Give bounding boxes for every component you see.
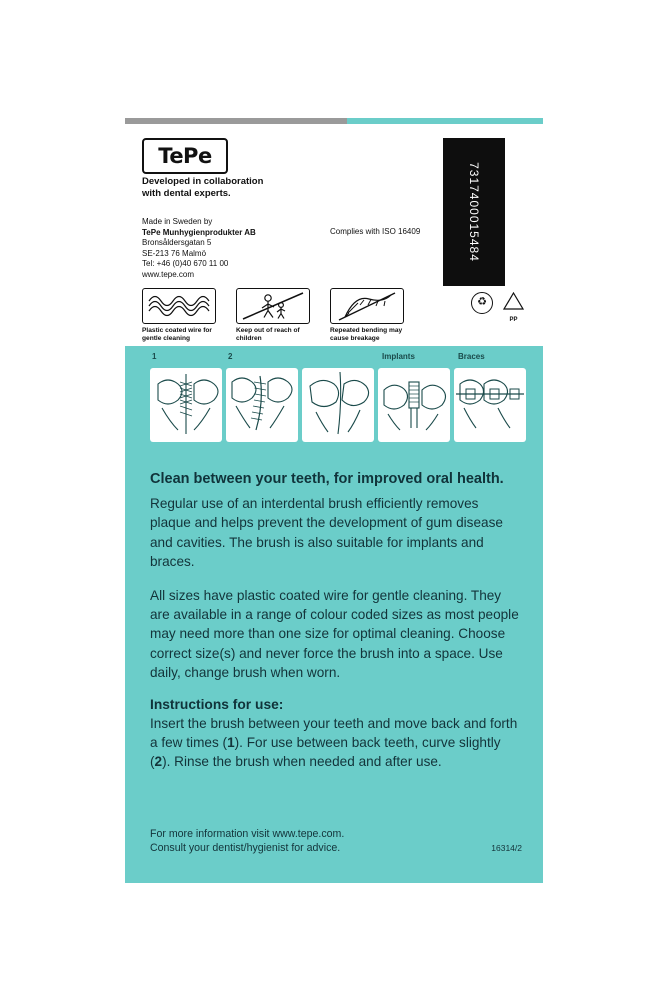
product-package-back xyxy=(125,118,543,883)
manufacturer-website: www.tepe.com xyxy=(142,269,195,279)
information-text xyxy=(150,470,522,786)
manufacturer-line-1: Made in Sweden by xyxy=(142,217,213,226)
keep-away-children-icon xyxy=(236,288,310,324)
manufacturer-line-5: Tel: +46 (0)40 670 11 00 xyxy=(142,259,229,268)
manufacturer-line-2: TePe Munhygienprodukter AB xyxy=(142,227,256,237)
illustration-label-braces: Braces xyxy=(458,352,485,361)
implants-illustration xyxy=(378,368,450,442)
step-3-illustration xyxy=(302,368,374,442)
children-icon-caption: Keep out of reach of children xyxy=(236,327,300,342)
instructions-ref-2: 2 xyxy=(154,754,163,770)
recycling-marks xyxy=(471,292,524,323)
bending-icon-cell xyxy=(330,288,408,343)
brand-logo xyxy=(142,138,228,174)
symbol-row xyxy=(142,288,526,342)
manufacturer-line-4: SE-213 76 Malmö xyxy=(142,248,207,258)
wire-icon-cell xyxy=(142,288,220,343)
illustration-label-1: 1 xyxy=(152,352,157,361)
instructions-part-3: ). Rinse the brush when needed and after use. xyxy=(162,754,442,770)
wire-icon-caption: Plastic coated wire for gentle cleaning xyxy=(142,327,212,342)
footer-line-2: Consult your dentist/hygienist for advice. xyxy=(150,842,341,854)
instructions-part-1: Insert the brush between your teeth and move back and forth a few times ( xyxy=(150,715,518,751)
pp-label: PP xyxy=(509,317,518,323)
step-2-illustration xyxy=(226,368,298,442)
footer-batch-code: 16314/2 xyxy=(491,843,522,853)
usage-illustrations xyxy=(125,346,543,461)
iso-compliance-note: Complies with ISO 16409 xyxy=(330,227,421,236)
brand-logo-text: TePe xyxy=(158,144,212,168)
illustration-label-implants: Implants xyxy=(382,352,415,361)
package-footer xyxy=(150,827,522,855)
pp-material-mark xyxy=(503,292,524,323)
product-code-number: 7317400015484 xyxy=(467,162,481,262)
wire-icon xyxy=(142,288,216,324)
instructions-part-2: ). For use between back teeth, curve slightly ( xyxy=(150,735,501,770)
main-heading: Clean between your teeth, for improved oral health. xyxy=(150,471,504,487)
illustration-label-2: 2 xyxy=(228,352,233,361)
step-1-illustration xyxy=(150,368,222,442)
footer-line-1: For more information visit www.tepe.com. xyxy=(150,828,345,840)
instructions-paragraph xyxy=(150,714,522,772)
pp-triangle-icon xyxy=(503,292,524,311)
instructions-heading: Instructions for use: xyxy=(150,696,284,712)
children-icon-cell xyxy=(236,288,314,343)
brand-tagline: Developed in collaboration with dental experts. xyxy=(142,176,264,199)
braces-illustration xyxy=(454,368,526,442)
info-panel xyxy=(125,118,543,346)
instructions-ref-1: 1 xyxy=(227,735,235,751)
barcode-block xyxy=(443,138,505,286)
manufacturer-block xyxy=(142,217,312,280)
bending-breakage-icon xyxy=(330,288,404,324)
bending-icon-caption: Repeated bending may cause breakage xyxy=(330,327,403,342)
paragraph-1: Regular use of an interdental brush efficiently removes plaque and helps prevent the development of gum disease and cavities. The brush is also suitable for implants and braces. xyxy=(150,496,503,570)
recycle-icon: ♻ xyxy=(471,292,493,314)
paragraph-2: All sizes have plastic coated wire for gentle cleaning. They are available in a range of colour coded sizes as most people may need more than one size for optimal cleaning. Choose correct size(s) and never force the brush into a space. Use daily, change brush when worn. xyxy=(150,587,519,681)
teal-top-strip xyxy=(347,118,543,124)
manufacturer-line-3: Bronsåldersgatan 5 xyxy=(142,238,212,247)
